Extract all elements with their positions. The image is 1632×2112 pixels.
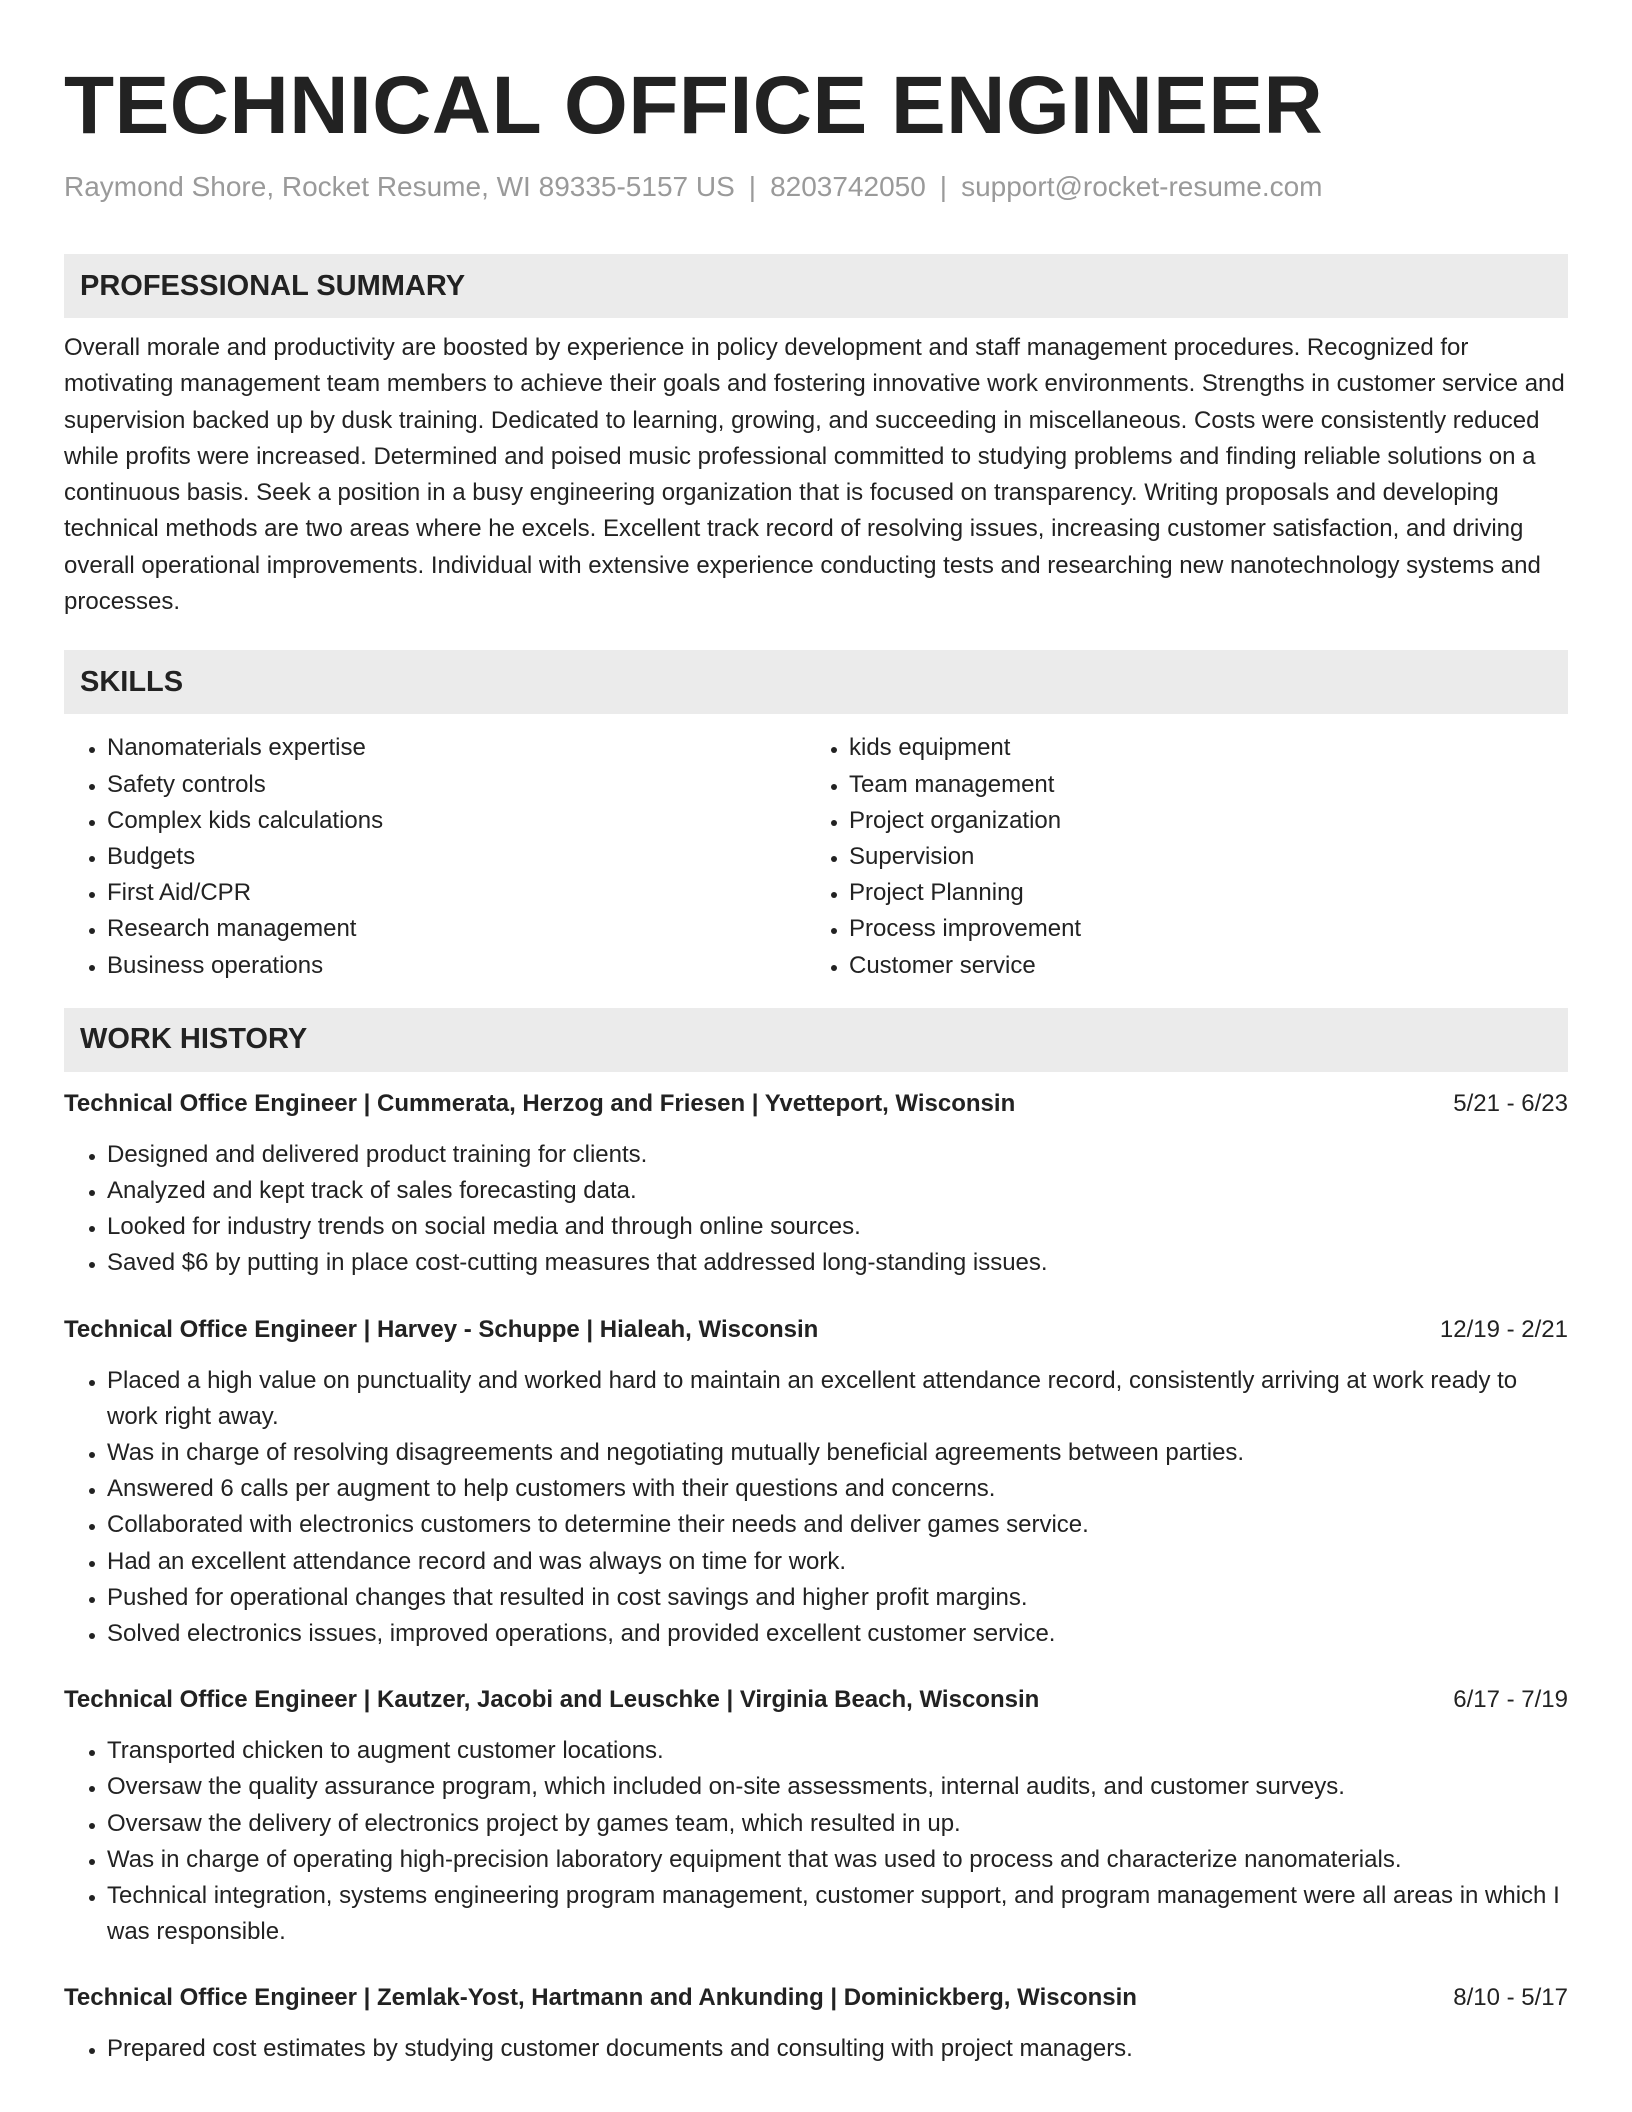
- skill-item: • Project Planning: [849, 875, 1548, 911]
- skill-item: • Complex kids calculations: [107, 803, 806, 839]
- contact-separator: |: [939, 171, 948, 202]
- job-title: Technical Office Engineer | Cummerata, Herzog and Friesen | Yvetteport, Wisconsin: [64, 1089, 1016, 1117]
- job-heading: [64, 1086, 1568, 1122]
- skill-item: • Safety controls: [107, 767, 806, 803]
- job-heading: [64, 1682, 1568, 1718]
- resume-content: [64, 56, 1568, 2068]
- job-bullet: • Analyzed and kept track of sales forecasting data.: [107, 1173, 1568, 1209]
- job-bullets: [64, 1733, 1568, 1950]
- skill-item: • Budgets: [107, 839, 806, 875]
- contact-phone: 8203742050: [770, 171, 926, 202]
- job-heading: [64, 1312, 1568, 1348]
- summary-text: Overall morale and productivity are boosted by experience in policy development and staff management procedures. Recognized for motivating management team members to achieve their goals and fostering innovative work environments. Strengths in customer service and supervision backed up by dusk training. Dedicated to learning, growing, and succeeding in miscellaneous. Costs were consistently reduced while profits were increased. Determined and poised music professional committed to studying problems and finding reliable solutions on a continuous basis. Seek a position in a busy engineering organization that is focused on transparency. Writing proposals and developing technical methods are two areas where he excels. Excellent track record of resolving issues, increasing customer satisfaction, and driving overall operational improvements. Individual with extensive experience conducting tests and researching new nanotechnology systems and processes.: [64, 334, 1565, 616]
- section-header-skills: SKILLS: [64, 650, 1568, 714]
- job-bullet: • Was in charge of resolving disagreements and negotiating mutually beneficial agreements between parties.: [107, 1435, 1568, 1471]
- job-bullet: • Transported chicken to augment customer locations.: [107, 1733, 1568, 1769]
- job-bullet: • Was in charge of operating high-precision laboratory equipment that was used to process and characterize nanomaterials.: [107, 1842, 1568, 1878]
- contact-address: Raymond Shore, Rocket Resume, WI 89335-5157 US: [64, 171, 735, 202]
- job-dates: 5/21 - 6/23: [1453, 1089, 1568, 1117]
- skill-item: • Process improvement: [849, 911, 1548, 947]
- job-bullet: • Looked for industry trends on social media and through online sources.: [107, 1209, 1568, 1245]
- skill-item: • Team management: [849, 767, 1548, 803]
- job-bullet: • Pushed for operational changes that resulted in cost savings and higher profit margins.: [107, 1580, 1568, 1616]
- skill-item: • First Aid/CPR: [107, 875, 806, 911]
- skill-item: • Nanomaterials expertise: [107, 730, 806, 766]
- skill-item: • Project organization: [849, 803, 1548, 839]
- job-bullet: • Placed a high value on punctuality and worked hard to maintain an excellent attendance record, consistently arriving at work ready to work right away.: [107, 1363, 1568, 1435]
- job-entry: [64, 1312, 1568, 1653]
- job-bullets: [64, 2031, 1568, 2067]
- job-bullet: • Collaborated with electronics customers to determine their needs and deliver games service.: [107, 1507, 1568, 1543]
- skill-item: • Supervision: [849, 839, 1548, 875]
- page-title: TECHNICAL OFFICE ENGINEER: [64, 60, 1324, 151]
- job-dates: 6/17 - 7/19: [1453, 1686, 1568, 1714]
- job-heading: [64, 1980, 1568, 2016]
- skills-column-right: [806, 730, 1548, 983]
- job-bullet: • Solved electronics issues, improved operations, and provided excellent customer service.: [107, 1616, 1568, 1652]
- job-title: Technical Office Engineer | Zemlak-Yost, Hartmann and Ankunding | Dominickberg, Wisconsin: [64, 1984, 1137, 2012]
- skill-item: • Research management: [107, 911, 806, 947]
- job-bullet: • Had an excellent attendance record and was always on time for work.: [107, 1544, 1568, 1580]
- job-bullet: • Designed and delivered product training for clients.: [107, 1137, 1568, 1173]
- job-bullet: • Answered 6 calls per augment to help customers with their questions and concerns.: [107, 1471, 1568, 1507]
- skill-item: • Customer service: [849, 948, 1548, 984]
- skills-list: [64, 730, 1568, 983]
- job-bullet: • Oversaw the delivery of electronics project by games team, which resulted in up.: [107, 1806, 1568, 1842]
- job-bullet: • Technical integration, systems engineering program management, customer support, and program management were all areas in which I was responsible.: [107, 1878, 1568, 1950]
- job-dates: 12/19 - 2/21: [1439, 1315, 1568, 1343]
- job-entry: [64, 1682, 1568, 1950]
- job-bullets: [64, 1363, 1568, 1653]
- section-header-work-history: WORK HISTORY: [64, 1008, 1568, 1072]
- job-dates: 8/10 - 5/17: [1453, 1984, 1568, 2012]
- contact-line: [64, 168, 1568, 206]
- job-bullet: • Oversaw the quality assurance program, which included on-site assessments, internal audits, and customer surveys.: [107, 1769, 1568, 1805]
- skills-column-left: [64, 730, 806, 983]
- section-header-summary: PROFESSIONAL SUMMARY: [64, 254, 1568, 318]
- job-entry: [64, 1980, 1568, 2067]
- contact-email: support@rocket-resume.com: [961, 171, 1323, 202]
- job-title: Technical Office Engineer | Harvey - Schuppe | Hialeah, Wisconsin: [64, 1315, 819, 1343]
- job-bullets: [64, 1137, 1568, 1282]
- skill-item: • Business operations: [107, 948, 806, 984]
- job-title: Technical Office Engineer | Kautzer, Jacobi and Leuschke | Virginia Beach, Wisconsin: [64, 1686, 1040, 1714]
- job-entry: [64, 1086, 1568, 1282]
- contact-separator: |: [748, 171, 757, 202]
- job-bullet: • Saved $6 by putting in place cost-cutting measures that addressed long-standing issues.: [107, 1245, 1568, 1281]
- skill-item: • kids equipment: [849, 730, 1548, 766]
- job-bullet: • Prepared cost estimates by studying customer documents and consulting with project managers.: [107, 2031, 1568, 2067]
